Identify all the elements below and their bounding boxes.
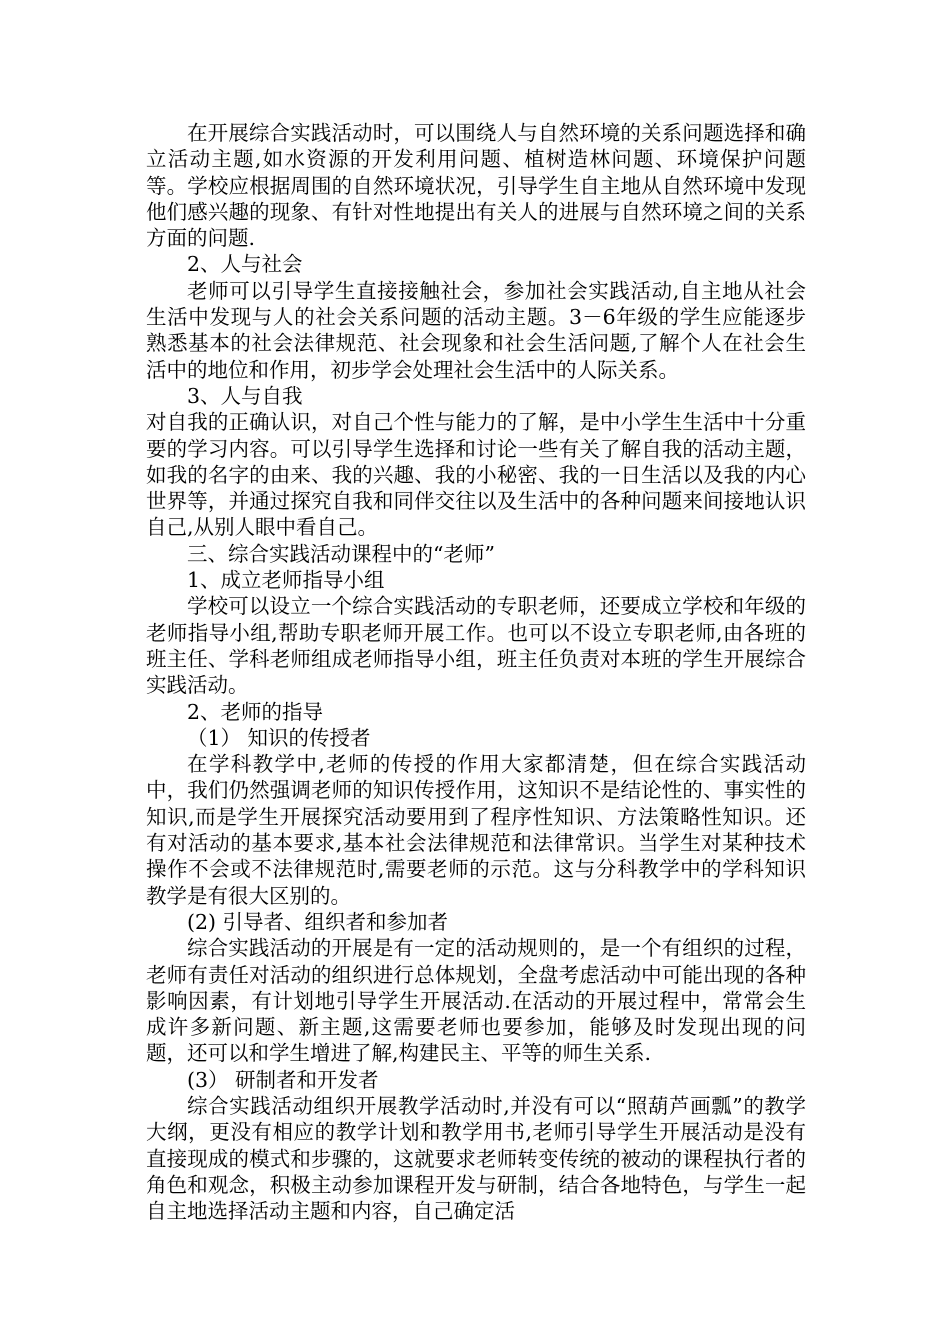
- paragraph-society: 老师可以引导学生直接接触社会，参加社会实践活动,自主地从社会生活中发现与人的社会关系问题的活动主题。3－6年级的学生应能逐步熟悉基本的社会法律规范、社会现象和社会生活问题,了解个人在社会生活中的地位和作用，初步学会处理社会生活中的人际关系。: [146, 278, 806, 382]
- paragraph-knowledge-transmitter: 在学科教学中,老师的传授的作用大家都清楚，但在综合实践活动中，我们仍然强调老师的知识传授作用，这知识不是结论性的、事实性的知识,而是学生开展探究活动要用到了程序性知识、方法策略性知识。还有对活动的基本要求,基本社会法律规范和法律常识。当学生对某种技术操作不会或不法律规范时,需要老师的示范。这与分科教学中的学科知识教学是有很大区别的。: [146, 752, 806, 908]
- document-page: [146, 120, 806, 1224]
- paragraph-guide-organizer: 综合实践活动的开展是有一定的活动规则的，是一个有组织的过程，老师有责任对活动的组织进行总体规划，全盘考虑活动中可能出现的各种影响因素，有计划地引导学生开展活动.在活动的开展过程中，常常会生成许多新问题、新主题,这需要老师也要参加，能够及时发现出现的问题，还可以和学生增进了解,构建民主、平等的师生关系.: [146, 936, 806, 1066]
- heading-developer: (3） 研制者和开发者: [187, 1067, 379, 1092]
- paragraph-nature-environment: 在开展综合实践活动时，可以围绕人与自然环境的关系问题选择和确立活动主题,如水资源的开发利用问题、植树造林问题、环境保护问题等。学校应根据周围的自然环境状况，引导学生自主地从自然环境中发现他们感兴趣的现象、有针对性地提出有关人的进展与自然环境之间的关系方面的问题.: [146, 121, 806, 251]
- heading-teacher-guidance: 2、老师的指导: [187, 699, 324, 724]
- heading-knowledge-transmitter: （1） 知识的传授者: [187, 725, 371, 750]
- paragraph-self: 对自我的正确认识，对自己个性与能力的了解，是中小学生生活中十分重要的学习内容。可以引导学生选择和讨论一些有关了解自我的活动主题，如我的名字的由来、我的兴趣、我的小秘密、我的一日生活以及我的内心世界等，并通过探究自我和同伴交往以及生活中的各种问题来间接地认识自己,从别人眼中看自己。: [146, 410, 806, 540]
- paragraph-teacher-group: 学校可以设立一个综合实践活动的专职老师，还要成立学校和年级的老师指导小组,帮助专职老师开展工作。也可以不设立专职老师,由各班的班主任、学科老师组成老师指导小组，班主任负责对本班的学生开展综合实践活动。: [146, 594, 806, 698]
- heading-person-and-self: 3、人与自我: [187, 383, 303, 408]
- paragraph-developer: 综合实践活动组织开展教学活动时,并没有可以“照葫芦画瓢”的教学大纲，更没有相应的教学计划和教学用书,老师引导学生开展活动是没有直接现成的模式和步骤的，这就要求老师转变传统的被动的课程执行者的角色和观念，积极主动参加课程开发与研制，结合各地特色，与学生一起自主地选择活动主题和内容，自己确定活: [146, 1093, 806, 1224]
- heading-teacher-group: 1、成立老师指导小组: [187, 568, 385, 593]
- heading-guide-organizer: (2) 引导者、组织者和参加者: [187, 909, 449, 934]
- heading-person-and-society: 2、人与社会: [187, 252, 303, 277]
- heading-section-three: 三、综合实践活动课程中的“老师”: [187, 541, 495, 566]
